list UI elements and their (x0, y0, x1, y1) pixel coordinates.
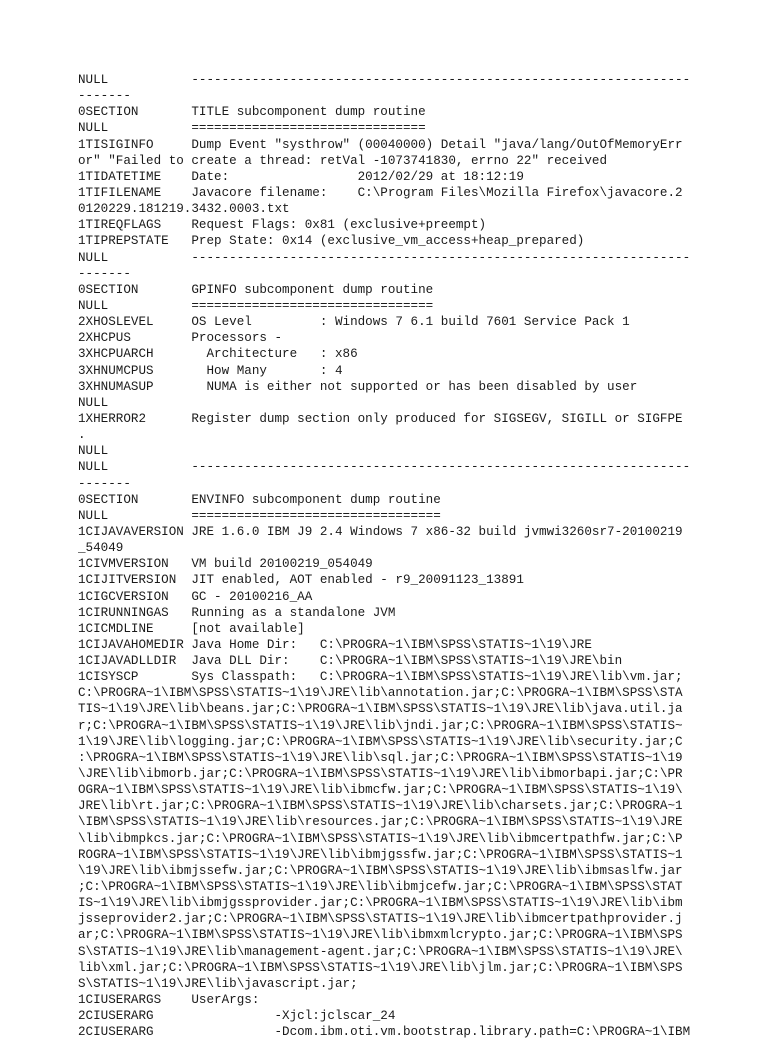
javacore-dump-text (78, 72, 698, 1040)
dump-line: S\STATIS~1\19\JRE\lib\javascript.jar; (78, 976, 358, 991)
dump-line: 1CIJITVERSION JIT enabled, AOT enabled - r9_20091123_13891 (78, 573, 524, 588)
dump-line: 0SECTION TITLE subcomponent dump routine (78, 105, 426, 120)
dump-line: :\PROGRA~1\IBM\SPSS\STATIS~1\19\JRE\lib\sql.jar;C:\PROGRA~1\IBM\SPSS\STATIS~1\19 (78, 750, 683, 765)
dump-line: _54049 (78, 541, 124, 556)
dump-line: 3XHNUMCPUS How Many : 4 (78, 363, 343, 378)
dump-line: OGRA~1\IBM\SPSS\STATIS~1\19\JRE\lib\ibmcfw.jar;C:\PROGRA~1\IBM\SPSS\STATIS~1\19\ (78, 783, 683, 798)
dump-line: 0SECTION ENVINFO subcomponent dump routine (78, 492, 441, 507)
dump-line: 1\19\JRE\lib\logging.jar;C:\PROGRA~1\IBM\SPSS\STATIS~1\19\JRE\lib\security.jar;C (78, 734, 683, 749)
dump-line: NULL ------------------------------------------------------------------ (78, 460, 691, 475)
dump-line: 1CIJAVADLLDIR Java DLL Dir: C:\PROGRA~1\IBM\SPSS\STATIS~1\19\JRE\bin (78, 654, 623, 669)
dump-line: \19\JRE\lib\ibmjssefw.jar;C:\PROGRA~1\IBM\SPSS\STATIS~1\19\JRE\lib\ibmsaslfw.jar (78, 863, 683, 878)
dump-line: 3XHNUMASUP NUMA is either not supported or has been disabled by user (78, 379, 638, 394)
dump-line: ------- (78, 266, 131, 281)
dump-line: \lib\ibmpkcs.jar;C:\PROGRA~1\IBM\SPSS\STATIS~1\19\JRE\lib\ibmcertpathfw.jar;C:\P (78, 831, 683, 846)
dump-line: NULL ------------------------------------------------------------------ (78, 73, 691, 87)
dump-line: JRE\lib\rt.jar;C:\PROGRA~1\IBM\SPSS\STATIS~1\19\JRE\lib\charsets.jar;C:\PROGRA~1 (78, 799, 683, 814)
dump-line: IS~1\19\JRE\lib\ibmjgssprovider.jar;C:\PROGRA~1\IBM\SPSS\STATIS~1\19\JRE\lib\ibm (78, 896, 683, 911)
dump-line: 1TIFILENAME Javacore filename: C:\Program Files\Mozilla Firefox\javacore.2 (78, 185, 683, 200)
dump-line: ROGRA~1\IBM\SPSS\STATIS~1\19\JRE\lib\ibmjgssfw.jar;C:\PROGRA~1\IBM\SPSS\STATIS~1 (78, 847, 683, 862)
dump-line: \JRE\lib\ibmorb.jar;C:\PROGRA~1\IBM\SPSS\STATIS~1\19\JRE\lib\ibmorbapi.jar;C:\PR (78, 767, 683, 782)
dump-line: 1TIDATETIME Date: 2012/02/29 at 18:12:19 (78, 169, 524, 184)
dump-line: NULL ================================ (78, 298, 434, 313)
dump-line: 1XHERROR2 Register dump section only produced for SIGSEGV, SIGILL or SIGFPE (78, 411, 683, 426)
dump-line: 0120229.181219.3432.0003.txt (78, 202, 290, 217)
dump-line: . (78, 428, 86, 443)
dump-line: 1CISYSCP Sys Classpath: C:\PROGRA~1\IBM\SPSS\STATIS~1\19\JRE\lib\vm.jar; (78, 670, 683, 685)
dump-line: NULL (78, 395, 109, 410)
dump-line: 1TIPREPSTATE Prep State: 0x14 (exclusive_vm_access+heap_prepared) (78, 234, 585, 249)
dump-line: NULL =============================== (78, 121, 426, 136)
dump-line: ar;C:\PROGRA~1\IBM\SPSS\STATIS~1\19\JRE\lib\ibmxmlcrypto.jar;C:\PROGRA~1\IBM\SPS (78, 928, 683, 943)
dump-line: 1CIGCVERSION GC - 20100216_AA (78, 589, 313, 604)
dump-line: or" "Failed to create a thread: retVal -1073741830, errno 22" received (78, 153, 608, 168)
dump-line: 3XHCPUARCH Architecture : x86 (78, 347, 358, 362)
dump-line: 1CIJAVAVERSION JRE 1.6.0 IBM J9 2.4 Windows 7 x86-32 build jvmwi3260sr7-20100219 (78, 524, 683, 539)
dump-line: \IBM\SPSS\STATIS~1\19\JRE\lib\resources.jar;C:\PROGRA~1\IBM\SPSS\STATIS~1\19\JRE (78, 815, 683, 830)
dump-line: NULL (78, 444, 109, 459)
dump-line: r;C:\PROGRA~1\IBM\SPSS\STATIS~1\19\JRE\lib\jndi.jar;C:\PROGRA~1\IBM\SPSS\STATIS~ (78, 718, 683, 733)
dump-line: 1CIUSERARGS UserArgs: (78, 993, 260, 1008)
dump-line: 2XHOSLEVEL OS Level : Windows 7 6.1 build 7601 Service Pack 1 (78, 315, 630, 330)
dump-line: 1CIVMVERSION VM build 20100219_054049 (78, 557, 373, 572)
dump-line: TIS~1\19\JRE\lib\beans.jar;C:\PROGRA~1\IBM\SPSS\STATIS~1\19\JRE\lib\java.util.ja (78, 702, 683, 717)
dump-line: 1TISIGINFO Dump Event "systhrow" (00040000) Detail "java/lang/OutOfMemoryErr (78, 137, 683, 152)
dump-line: jsseprovider2.jar;C:\PROGRA~1\IBM\SPSS\STATIS~1\19\JRE\lib\ibmcertpathprovider.j (78, 912, 683, 927)
dump-line: 1CICMDLINE [not available] (78, 621, 305, 636)
dump-line: NULL ------------------------------------------------------------------ (78, 250, 691, 265)
dump-line: ------- (78, 89, 131, 104)
dump-line: ------- (78, 476, 131, 491)
dump-line: 1CIJAVAHOMEDIR Java Home Dir: C:\PROGRA~1\IBM\SPSS\STATIS~1\19\JRE (78, 637, 592, 652)
dump-line: 2CIUSERARG -Dcom.ibm.oti.vm.bootstrap.library.path=C:\PROGRA~1\IBM (78, 1025, 691, 1040)
dump-line: S\STATIS~1\19\JRE\lib\management-agent.jar;C:\PROGRA~1\IBM\SPSS\STATIS~1\19\JRE\ (78, 944, 683, 959)
dump-line: 0SECTION GPINFO subcomponent dump routine (78, 282, 434, 297)
dump-line: NULL ================================= (78, 508, 441, 523)
dump-line: C:\PROGRA~1\IBM\SPSS\STATIS~1\19\JRE\lib\annotation.jar;C:\PROGRA~1\IBM\SPSS\STA (78, 686, 683, 701)
dump-line: 1CIRUNNINGAS Running as a standalone JVM (78, 605, 396, 620)
dump-line: ;C:\PROGRA~1\IBM\SPSS\STATIS~1\19\JRE\lib\ibmjcefw.jar;C:\PROGRA~1\IBM\SPSS\STAT (78, 880, 683, 895)
dump-line: lib\xml.jar;C:\PROGRA~1\IBM\SPSS\STATIS~1\19\JRE\lib\jlm.jar;C:\PROGRA~1\IBM\SPS (78, 960, 683, 975)
dump-line: 2XHCPUS Processors - (78, 331, 283, 346)
dump-line: 2CIUSERARG -Xjcl:jclscar_24 (78, 1009, 396, 1024)
dump-line: 1TIREQFLAGS Request Flags: 0x81 (exclusive+preempt) (78, 218, 487, 233)
